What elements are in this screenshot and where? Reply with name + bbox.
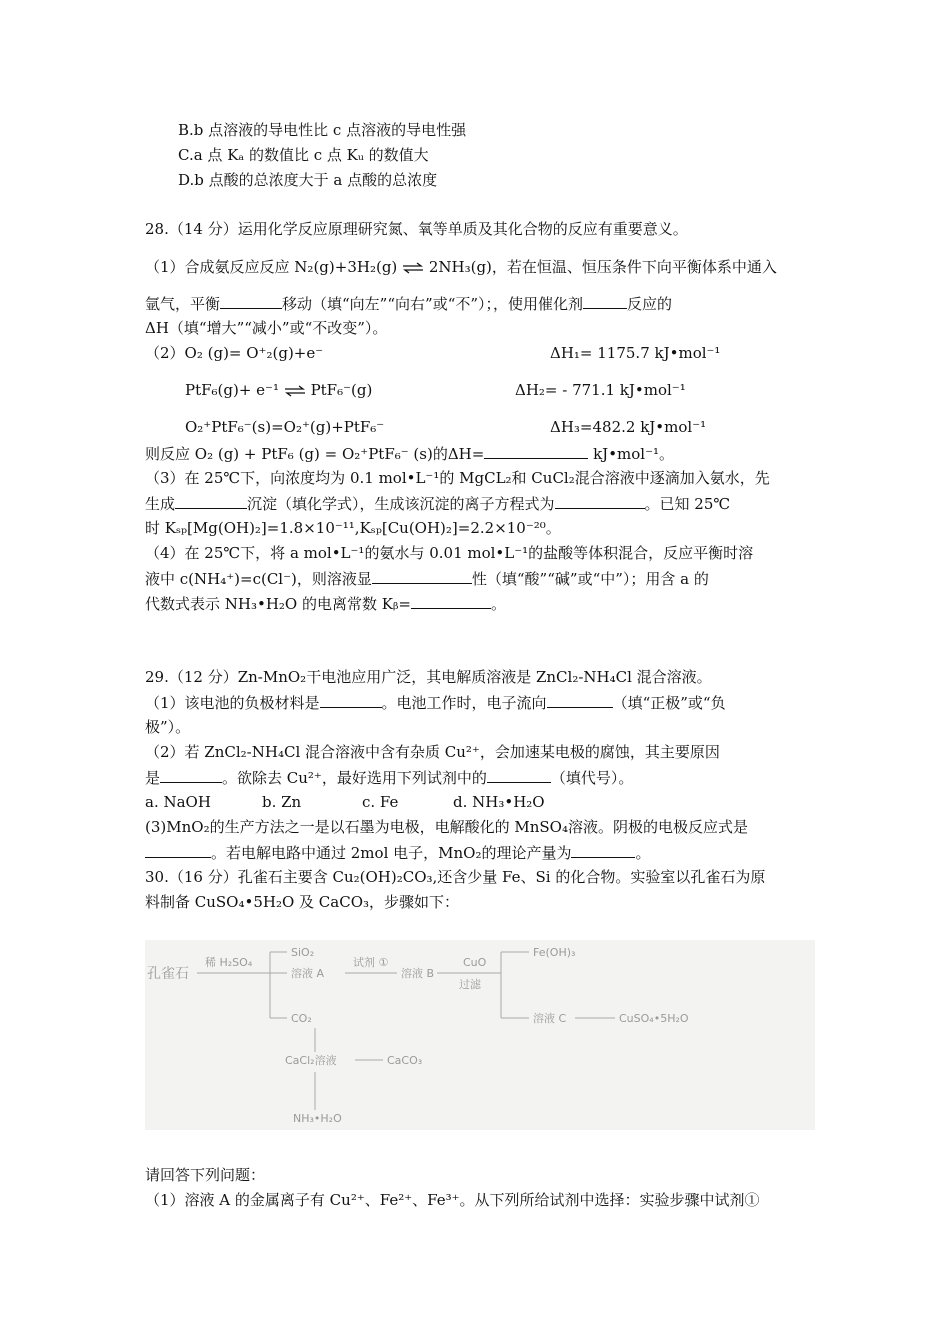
q28-p3-a: （3）在 25℃下，向浓度均为 0.1 mol•L⁻¹的 MgCL₂和 CuCl₂混合溶液中逐滴加入氨水，先 [145, 469, 770, 487]
flow-caco3: CaCO₃ [387, 1054, 423, 1067]
q28-part2-question [145, 443, 674, 464]
answer-blank[interactable] [175, 493, 247, 509]
q28-part1-line1 [145, 257, 777, 277]
q28-title: 28.（14 分）运用化学反应原理研究氮、氧等单质及其化合物的反应有重要意义。 [145, 220, 688, 238]
process-flow-diagram [145, 940, 815, 1130]
q29-part3-line2 [145, 842, 650, 863]
q28-p3-c: 沉淀（填化学式），生成该沉淀的离子方程式为 [247, 495, 555, 513]
q30-title: 30.（16 分）孔雀石主要含 Cu₂(OH)₂CO₃,还含少量 Fe、Si 的化合物。实验室以孔雀石为原 [145, 868, 766, 886]
q30-title2: 料制备 CuSO₄•5H₂O 及 CaCO₃，步骤如下： [145, 893, 460, 911]
q29-p1-d: 极”）。 [145, 718, 191, 736]
q28-dh1: ΔH₁= 1175.7 kJ•mol⁻¹ [550, 344, 721, 362]
answer-blank[interactable] [372, 568, 472, 584]
q28-p1-text-d: 移动（填“向左”“向右”或“不”）；，使用催化剂 [282, 295, 584, 313]
q28-p4-a: （4）在 25℃下，将 a mol•L⁻¹的氨水与 0.01 mol•L⁻¹的盐酸等体积混合，反应平衡时溶 [145, 544, 754, 562]
q28-rxn2-left: PtF₆(g)+ e⁻¹ [185, 381, 279, 399]
answer-blank[interactable] [583, 293, 627, 309]
answer-blank[interactable] [145, 842, 211, 858]
equilibrium-arrow-icon [402, 262, 424, 274]
flow-product: CuSO₄•5H₂O [619, 1012, 689, 1025]
q28-p4-b: 液中 c(NH₄⁺)=c(Cl⁻)，则溶液显 [145, 570, 372, 588]
q29-option-b: b. Zn [262, 793, 302, 811]
q29-p1-c: （填“正极”或“负 [612, 694, 726, 712]
option-c: C.a 点 Kₐ 的数值比 c 点 Kᵤ 的数值大 [178, 146, 429, 164]
q28-rxn3: O₂⁺PtF₆⁻(s)=O₂⁺(g)+PtF₆⁻ [185, 418, 385, 436]
option-b: B.b 点溶液的导电性比 c 点溶液的导电性强 [178, 121, 467, 139]
q29-option-d: d. NH₃•H₂O [453, 793, 545, 811]
answer-blank[interactable] [160, 767, 222, 783]
q29-part1-line1 [145, 692, 726, 713]
answer-blank[interactable] [555, 493, 645, 509]
flow-cacl2: CaCl₂溶液 [285, 1054, 337, 1067]
flow-acid: 稀 H₂SO₄ [205, 956, 253, 969]
answer-blank[interactable] [571, 842, 635, 858]
flow-solution-c: 溶液 C [533, 1012, 567, 1025]
flow-feoh3: Fe(OH)₃ [533, 946, 576, 959]
q30-prompt: 请回答下列问题： [145, 1166, 266, 1184]
q28-p1-text-c: 氩气，平衡 [145, 295, 221, 313]
q28-rxn2 [185, 380, 372, 400]
flow-nh3h2o: NH₃•H₂O [293, 1112, 342, 1125]
option-d: D.b 点酸的总浓度大于 a 点酸的总浓度 [178, 171, 438, 189]
q29-p1-a: （1）该电池的负极材料是 [145, 694, 320, 712]
flow-start: 孔雀石 [147, 966, 189, 982]
q29-p2-d: （填代号）。 [550, 769, 634, 787]
q28-rxn1: （2）O₂ (g)= O⁺₂(g)+e⁻ [145, 344, 324, 362]
q29-part2-line2 [145, 767, 633, 788]
q28-dh2: ΔH₂= - 771.1 kJ•mol⁻¹ [515, 381, 686, 399]
flow-solution-b: 溶液 B [401, 967, 435, 980]
flow-filter: 过滤 [459, 978, 481, 991]
q28-p3-b: 生成 [145, 495, 176, 513]
q28-p3-e: 时 Kₛₚ[Mg(OH)₂]=1.8×10⁻¹¹,Kₛₚ[Cu(OH)₂]=2.2×10⁻²⁰。 [145, 519, 561, 537]
flow-svg [145, 940, 815, 1130]
q29-p2-c: 。欲除去 Cu²⁺，最好选用下列试剂中的 [222, 769, 487, 787]
answer-blank[interactable] [487, 767, 551, 783]
q29-title: 29.（12 分）Zn-MnO₂干电池应用广泛，其电解质溶液是 ZnCl₂-NH₄Cl 混合溶液。 [145, 668, 712, 686]
answer-blank[interactable] [547, 692, 613, 708]
flow-reagent: 试剂 ① [353, 956, 389, 969]
q28-p3-d: 。已知 25℃ [644, 495, 731, 513]
flow-sio2: SiO₂ [291, 946, 315, 959]
q28-p4-d: 代数式表示 NH₃•H₂O 的电离常数 Kᵦ= [145, 595, 411, 613]
q29-option-c: c. Fe [362, 793, 399, 811]
q29-p2-b: 是 [145, 769, 161, 787]
answer-blank[interactable] [320, 692, 382, 708]
answer-blank[interactable] [220, 293, 282, 309]
q28-p1-text-b: 2NH₃(g)，若在恒温、恒压条件下向平衡体系中通入 [428, 258, 777, 276]
q28-p2-q-b: kJ•mol⁻¹。 [588, 445, 675, 463]
q28-rxn2-right: PtF₆⁻(g) [310, 381, 373, 399]
q29-p2-a: （2）若 ZnCl₂-NH₄Cl 混合溶液中含有杂质 Cu²⁺，会加速某电极的腐蚀，其主要原因 [145, 743, 720, 761]
flow-co2: CO₂ [291, 1012, 312, 1025]
q28-part1-line2 [145, 293, 672, 314]
q29-p3-b: 。若电解电路中通过 2mol 电子，MnO₂的理论产量为 [211, 844, 572, 862]
answer-blank[interactable] [484, 443, 588, 459]
q28-p1-text-f: ΔH（填“增大”“减小”或“不改变”）。 [145, 319, 388, 337]
q28-part4-line2 [145, 568, 709, 589]
q28-part4-line3 [145, 593, 506, 614]
q30-p1: （1）溶液 A 的金属离子有 Cu²⁺、Fe²⁺、Fe³⁺。从下列所给试剂中选择：实验步骤中试剂① [145, 1191, 760, 1209]
answer-blank[interactable] [411, 593, 491, 609]
q28-p2-q-a: 则反应 O₂ (g) + PtF₆ (g) = O₂⁺PtF₆⁻ (s)的ΔH= [145, 445, 485, 463]
q28-p4-e: 。 [491, 595, 507, 613]
q28-part3-line2 [145, 493, 730, 514]
flow-solution-a: 溶液 A [291, 967, 325, 980]
q29-p3-c: 。 [635, 844, 651, 862]
equilibrium-arrow-icon [284, 385, 306, 397]
q29-p1-b: 。电池工作时，电子流向 [381, 694, 547, 712]
q28-p4-c: 性（填“酸”“碱”或“中”）；用含 a 的 [471, 570, 709, 588]
flow-cuo: CuO [463, 956, 487, 969]
q28-dh3: ΔH₃=482.2 kJ•mol⁻¹ [550, 418, 707, 436]
q28-p1-text-a: （1）合成氨反应反应 N₂(g)+3H₂(g) [145, 258, 398, 276]
q28-p1-text-e: 反应的 [627, 295, 673, 313]
q29-p3-a: (3)MnO₂的生产方法之一是以石墨为电极，电解酸化的 MnSO₄溶液。阴极的电极反应式是 [145, 818, 748, 836]
q29-option-a: a. NaOH [145, 793, 211, 811]
